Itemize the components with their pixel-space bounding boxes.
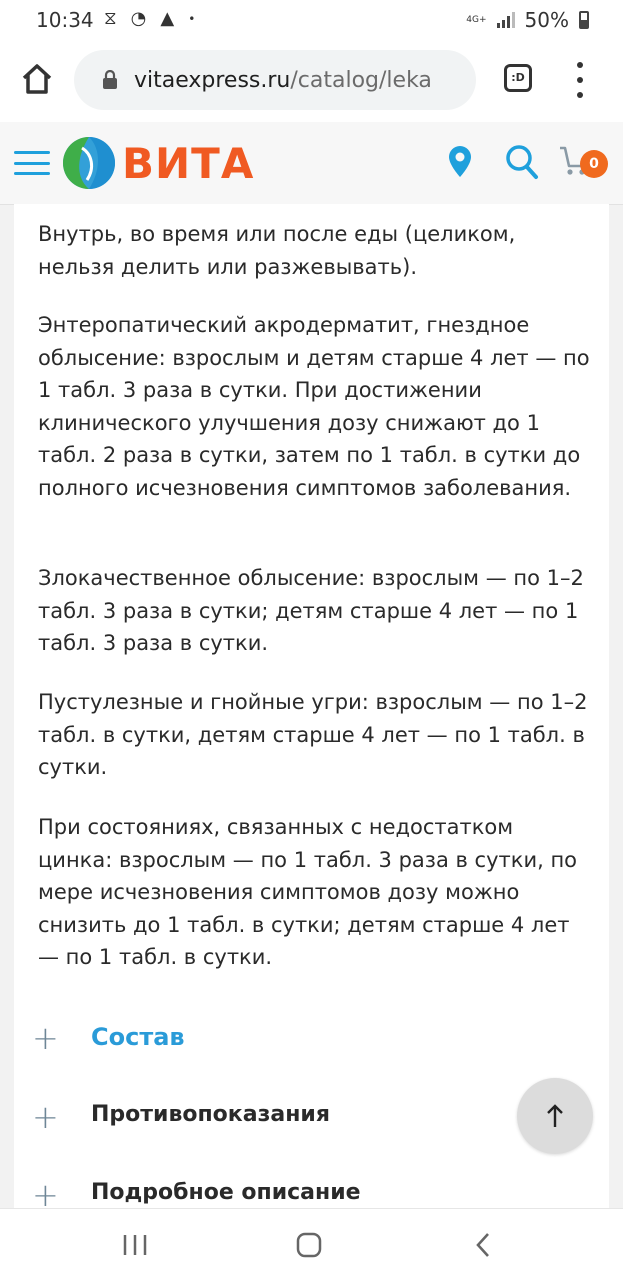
home-icon[interactable] xyxy=(18,60,56,98)
plus-icon: + xyxy=(32,1176,59,1208)
hourglass-icon: ⧖ xyxy=(104,8,117,29)
accordion-label: Подробное описание xyxy=(91,1180,361,1205)
signal-icon xyxy=(497,12,515,28)
dot-icon: • xyxy=(188,12,196,26)
plus-icon: + xyxy=(32,1019,59,1057)
browser-toolbar xyxy=(0,40,623,122)
recent-apps-icon[interactable] xyxy=(122,1233,148,1257)
arrow-up-icon xyxy=(545,1103,565,1129)
tabs-button[interactable]: :D xyxy=(504,64,532,92)
battery-level: 50% xyxy=(524,8,569,32)
home-nav-icon[interactable] xyxy=(296,1232,322,1258)
url-text xyxy=(134,68,464,93)
logo-leaf-icon xyxy=(62,136,116,190)
search-icon[interactable] xyxy=(505,144,539,184)
status-notification-icons xyxy=(104,8,195,30)
location-pin-icon[interactable] xyxy=(446,144,474,184)
network-type: 4G+ xyxy=(466,14,487,25)
data-saver-icon: ◔ xyxy=(130,8,147,29)
url-domain: vitaexpress.ru xyxy=(134,67,291,93)
product-description-card xyxy=(14,204,609,1208)
address-bar[interactable] xyxy=(74,50,476,110)
accordion-detailed-description[interactable] xyxy=(14,1164,609,1208)
url-path: /catalog/leka xyxy=(290,67,432,93)
logo-text: ВИТА xyxy=(122,138,255,188)
site-logo[interactable] xyxy=(62,136,254,190)
plus-icon: + xyxy=(32,1098,59,1136)
scroll-to-top-button[interactable] xyxy=(517,1078,593,1154)
menu-icon[interactable] xyxy=(14,151,50,175)
dosage-paragraph: Энтеропатический акродерматит, гнездное облысение: взрослым и детям старше 4 лет — по 1 табл. 3 раза в сутки. При достижении клинического улучшения дозу снижают до 1 табл. 2 раза в сутки, затем по 1 табл. в сутки до полного исчезновения симптомов заболевания. xyxy=(38,313,590,500)
dosage-paragraph: Пустулезные и гнойные угри: взрослым — по 1–2 табл. в сутки, детям старше 4 лет — по 1 табл. в сутки. xyxy=(38,690,588,779)
system-navigation-bar xyxy=(0,1208,623,1281)
accordion-label: Противопоказания xyxy=(91,1102,330,1127)
status-bar xyxy=(0,0,623,40)
battery-icon xyxy=(579,11,589,29)
dosage-paragraph: При состояниях, связанных с недостатком цинка: взрослым — по 1 табл. 3 раза в сутки, по мере исчезновения симптомов дозу можно снизить до 1 табл. в сутки; детям старше 4 лет — по 1 табл. в сутки. xyxy=(38,815,578,969)
cart-count-badge[interactable]: 0 xyxy=(580,150,608,178)
more-menu-icon[interactable] xyxy=(570,62,590,98)
accordion-label: Состав xyxy=(91,1023,185,1051)
accordion-composition[interactable] xyxy=(14,1007,609,1067)
back-icon[interactable] xyxy=(474,1232,492,1258)
site-header xyxy=(0,122,623,205)
dosage-paragraph: Злокачественное облысение: взрослым — по 1–2 табл. 3 раза в сутки; детям старше 4 лет — по 1 табл. 3 раза в сутки. xyxy=(38,566,584,655)
status-time: 10:34 xyxy=(36,8,94,32)
lock-icon xyxy=(102,70,118,90)
dosage-paragraph: Внутрь, во время или после еды (целиком, нельзя делить или разжевывать). xyxy=(38,222,516,279)
warning-icon: ▲ xyxy=(160,8,175,29)
status-system-icons xyxy=(466,8,589,32)
